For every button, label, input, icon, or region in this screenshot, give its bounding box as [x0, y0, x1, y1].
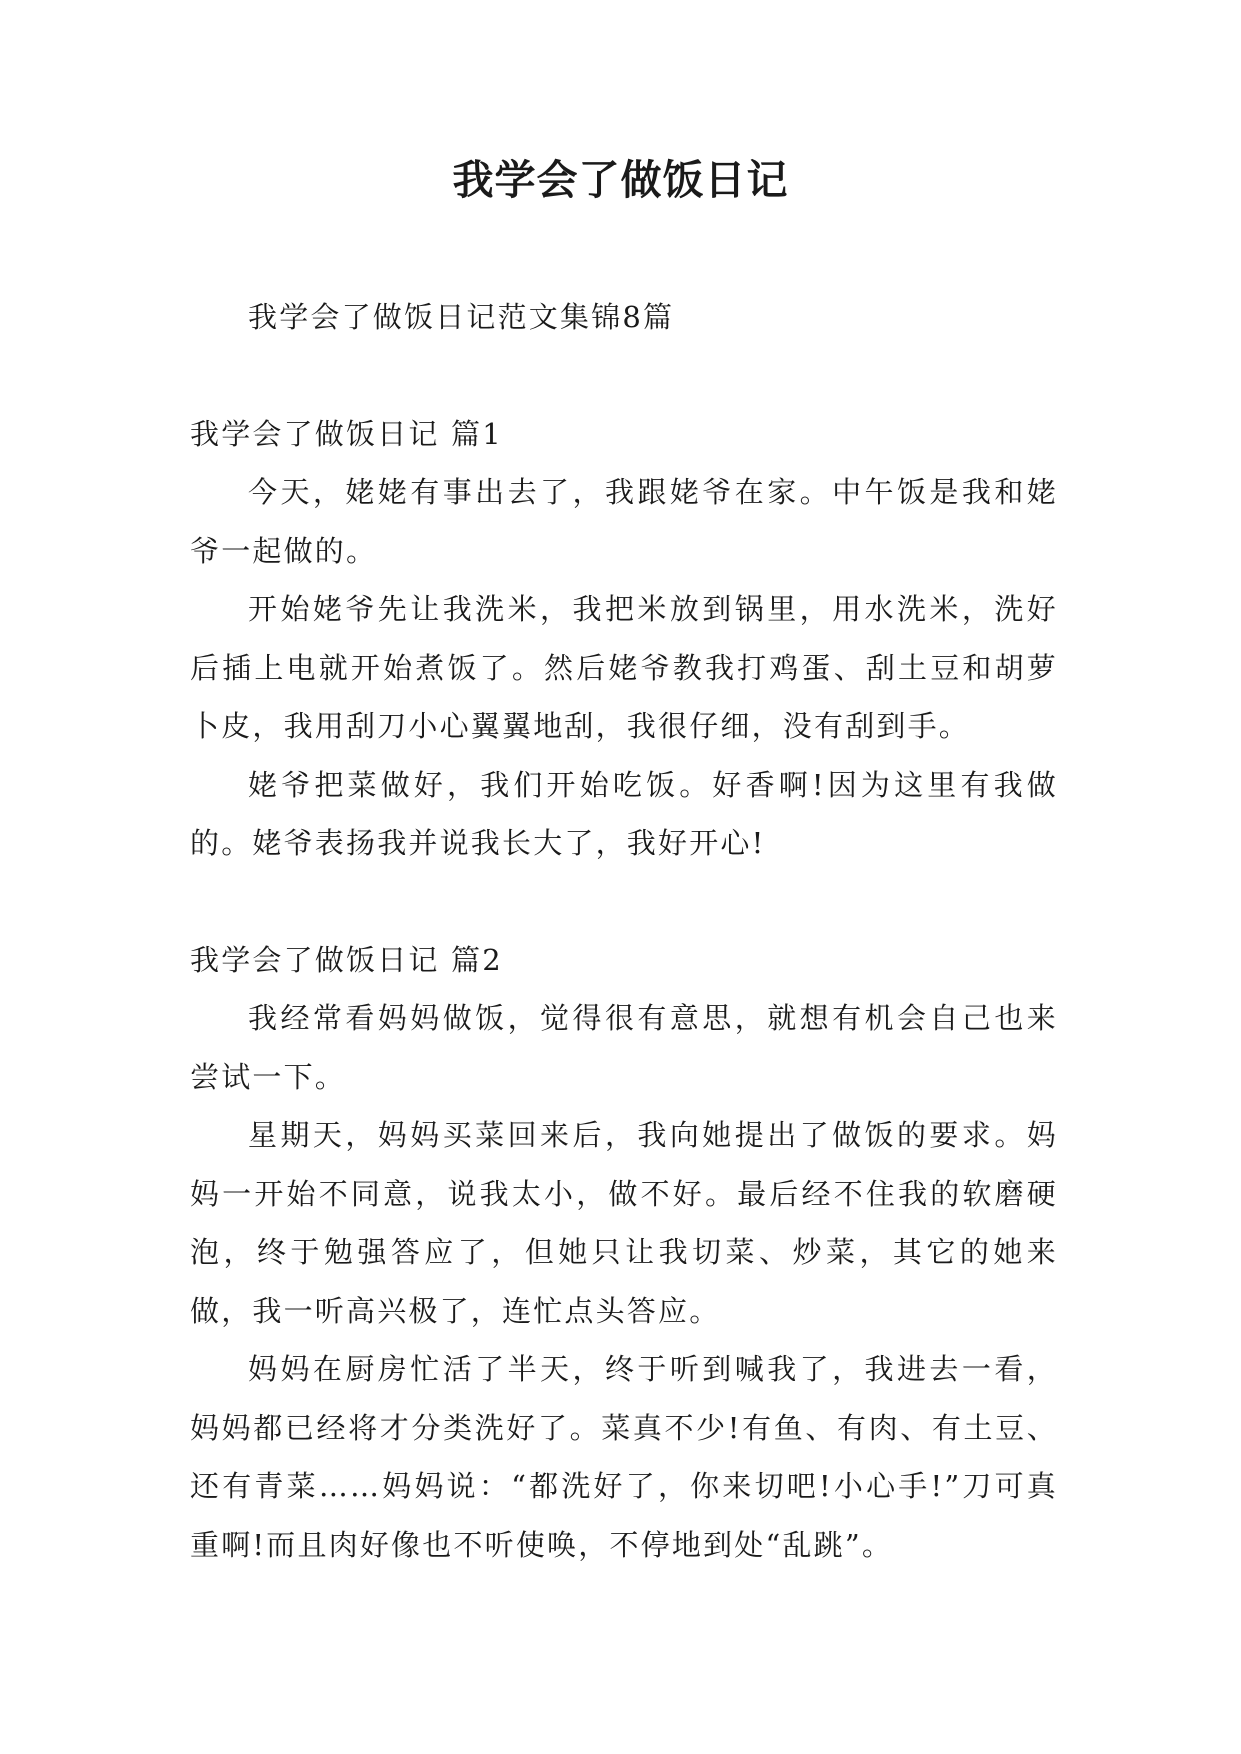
spacer [190, 873, 1058, 931]
paragraph: 姥爷把菜做好，我们开始吃饭。好香啊!因为这里有我做的。姥爷表扬我并说我长大了，我好开心! [190, 767, 1058, 860]
paragraph: 开始姥爷先让我洗米，我把米放到锅里，用水洗米，洗好后插上电就开始煮饭了。然后姥爷教我打鸡蛋、刮土豆和胡萝卜皮，我用刮刀小心翼翼地刮，我很仔细，没有刮到手。 [190, 592, 1058, 743]
section-heading-2: 我学会了做饭日记 篇2 [190, 942, 503, 977]
section-heading-1: 我学会了做饭日记 篇1 [190, 416, 503, 451]
paragraph: 妈妈在厨房忙活了半天，终于听到喊我了，我进去一看，妈妈都已经将才分类洗好了。菜真不少!有鱼、有肉、有土豆、还有青菜……妈妈说：“都洗好了，你来切吧!小心手!”刀可真重啊!而且肉好像也不听使唤，不停地到处“乱跳”。 [190, 1352, 1058, 1562]
paragraph: 我经常看妈妈做饭，觉得很有意思，就想有机会自己也来尝试一下。 [190, 1001, 1058, 1094]
page-title: 我学会了做饭日记 [452, 156, 789, 204]
document-subtitle: 我学会了做饭日记范文集锦8篇 [248, 300, 675, 334]
spacer [190, 347, 1058, 405]
paragraph: 星期天，妈妈买菜回来后，我向她提出了做饭的要求。妈妈一开始不同意，说我太小，做不好。最后经不住我的软磨硬泡，终于勉强答应了，但她只让我切菜、炒菜，其它的她来做，我一听高兴极了，连忙点头答应。 [190, 1118, 1058, 1328]
paragraph: 今天，姥姥有事出去了，我跟姥爷在家。中午饭是我和姥爷一起做的。 [190, 475, 1058, 568]
document-body [190, 288, 1058, 1574]
